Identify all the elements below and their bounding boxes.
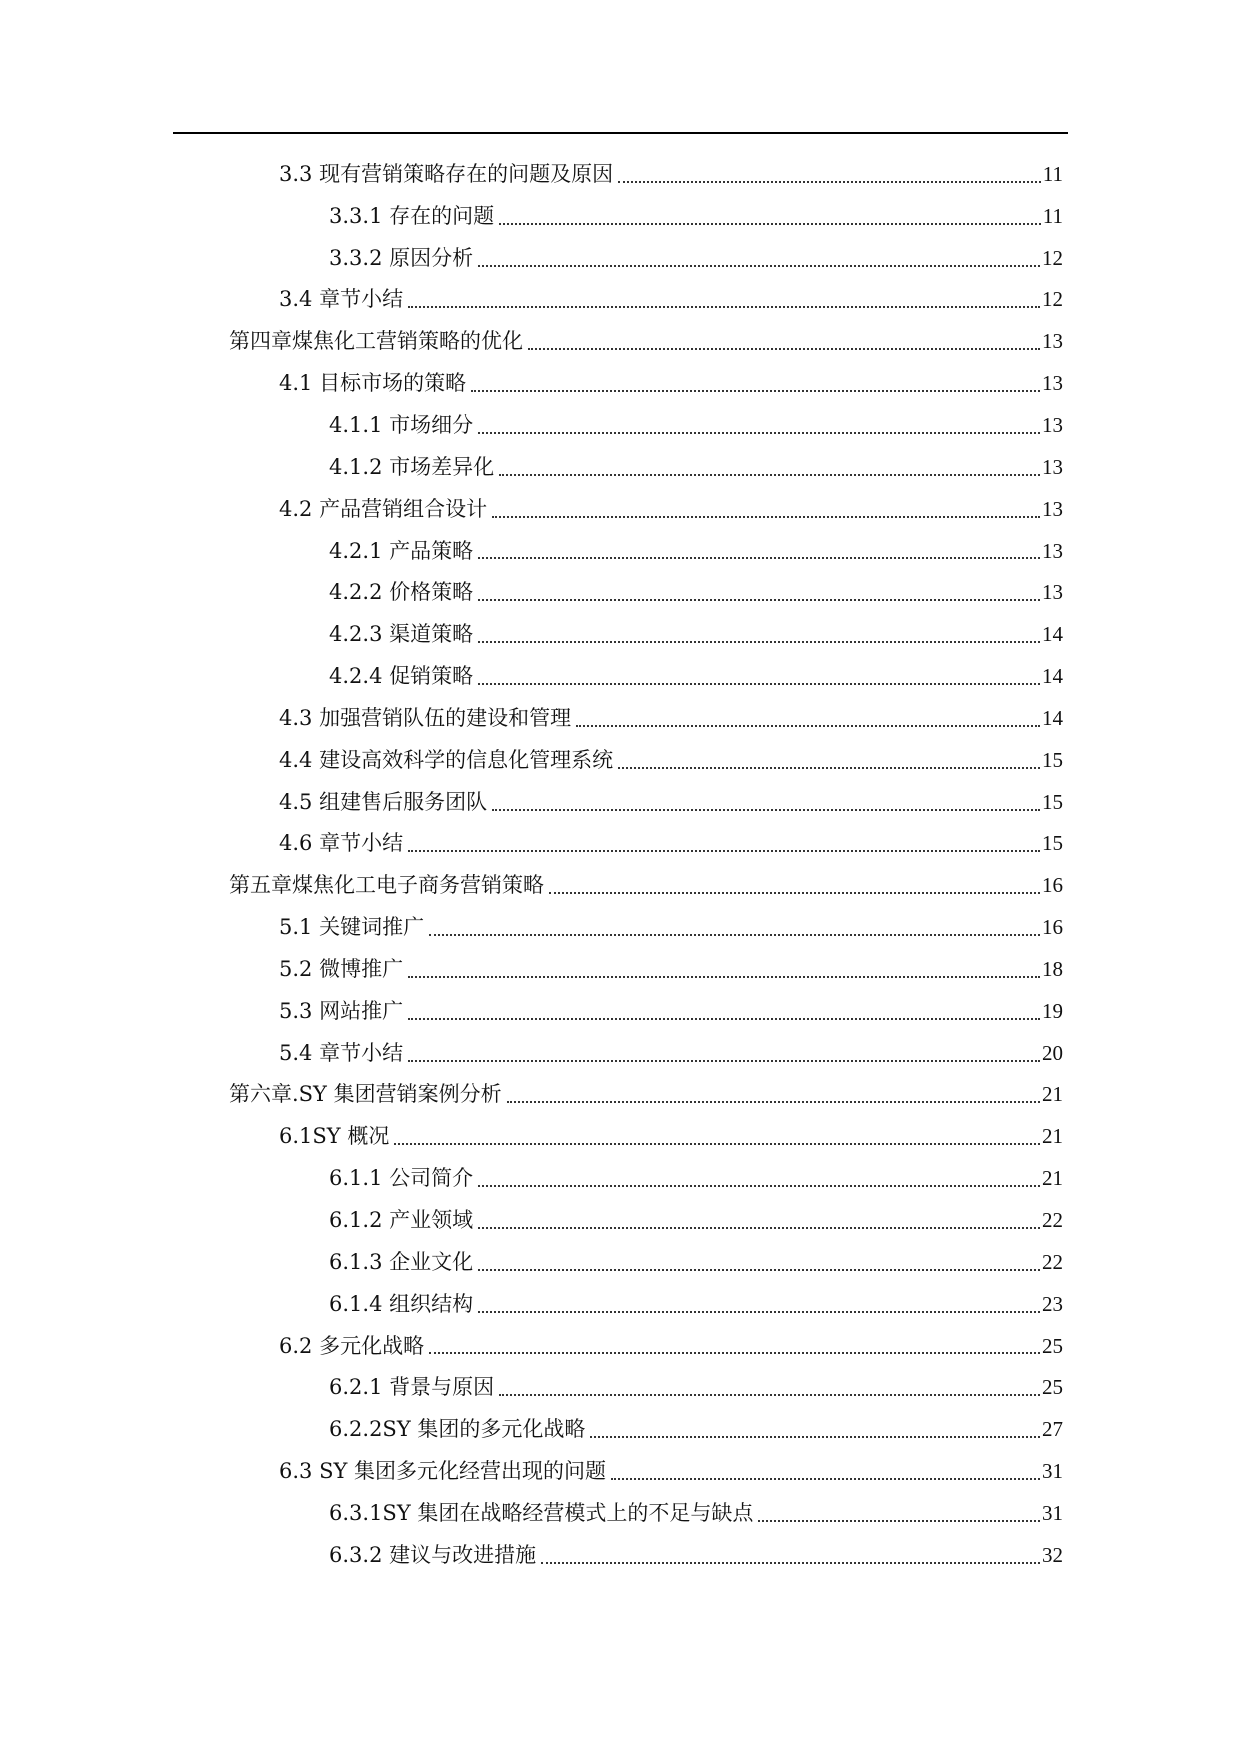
toc-entry[interactable] (0, 1366, 1241, 1408)
toc-entry-title: 6.3 SY 集团多元化经营出现的问题 (279, 1459, 606, 1484)
toc-dot-leader (618, 181, 1041, 183)
toc-entry[interactable] (0, 823, 1241, 865)
toc-entry[interactable] (0, 571, 1241, 613)
toc-dot-leader (408, 1018, 1040, 1020)
toc-dot-leader (478, 432, 1040, 434)
toc-entry[interactable] (0, 1115, 1241, 1157)
toc-entry-title: 4.2 产品营销组合设计 (279, 496, 488, 521)
toc-entry[interactable] (0, 990, 1241, 1032)
toc-entry[interactable] (0, 1157, 1241, 1199)
toc-entry-title: 4.2.2 价格策略 (329, 580, 474, 605)
toc-entry-title: 6.1.2 产业领域 (329, 1208, 474, 1233)
toc-entry-title: 4.1.1 市场细分 (329, 412, 474, 437)
toc-entry-page: 12 (1042, 245, 1063, 270)
toc-entry-title: 4.6 章节小结 (279, 831, 404, 856)
toc-entry-title: 第五章煤焦化工电子商务营销策略 (229, 873, 544, 898)
toc-entry-title: 6.1.4 组织结构 (329, 1291, 474, 1316)
toc-entry[interactable] (0, 446, 1241, 488)
toc-dot-leader (478, 1185, 1040, 1187)
toc-entry-page: 25 (1042, 1333, 1063, 1358)
toc-dot-leader (429, 1352, 1040, 1354)
toc-entry-page: 13 (1042, 329, 1063, 354)
toc-dot-leader (499, 223, 1041, 225)
toc-dot-leader (541, 1562, 1040, 1564)
toc-dot-leader (528, 348, 1040, 350)
toc-entry[interactable] (0, 1032, 1241, 1074)
toc-entry[interactable] (0, 195, 1241, 237)
toc-entry-title: 3.3.1 存在的问题 (329, 203, 495, 228)
toc-entry[interactable] (0, 948, 1241, 990)
toc-entry-page: 15 (1042, 789, 1063, 814)
toc-dot-leader (478, 557, 1040, 559)
toc-dot-leader (590, 1436, 1040, 1438)
toc-entry-page: 22 (1042, 1249, 1063, 1274)
toc-entry-page: 11 (1042, 161, 1063, 186)
toc-entry[interactable] (0, 1074, 1241, 1116)
toc-dot-leader (478, 1227, 1040, 1229)
toc-dot-leader (408, 850, 1040, 852)
toc-entry-page: 15 (1042, 747, 1063, 772)
toc-dot-leader (549, 892, 1040, 894)
toc-dot-leader (499, 474, 1040, 476)
toc-entry[interactable] (0, 530, 1241, 572)
toc-entry[interactable] (0, 1492, 1241, 1534)
toc-dot-leader (429, 934, 1040, 936)
toc-entry-page: 14 (1042, 664, 1063, 689)
toc-entry-page: 13 (1042, 580, 1063, 605)
toc-entry-page: 27 (1042, 1417, 1063, 1442)
toc-dot-leader (478, 1269, 1040, 1271)
toc-entry[interactable] (0, 362, 1241, 404)
toc-entry[interactable] (0, 864, 1241, 906)
toc-entry-page: 14 (1042, 705, 1063, 730)
toc-entry[interactable] (0, 739, 1241, 781)
toc-entry-title: 6.1SY 概况 (279, 1124, 390, 1149)
toc-entry-title: 4.2.3 渠道策略 (329, 622, 474, 647)
toc-entry-title: 5.2 微博推广 (279, 956, 404, 981)
toc-entry-title: 6.1.1 公司简介 (329, 1166, 474, 1191)
toc-entry-page: 21 (1042, 1082, 1063, 1107)
toc-dot-leader (499, 1394, 1040, 1396)
toc-entry-page: 11 (1042, 203, 1063, 228)
table-of-contents (0, 153, 1241, 1576)
toc-entry[interactable] (0, 1241, 1241, 1283)
toc-entry-page: 21 (1042, 1124, 1063, 1149)
toc-entry-page: 32 (1042, 1542, 1063, 1567)
toc-entry-title: 3.4 章节小结 (279, 287, 404, 312)
toc-entry-page: 13 (1042, 371, 1063, 396)
toc-entry-page: 13 (1042, 538, 1063, 563)
toc-entry-page: 31 (1042, 1500, 1063, 1525)
toc-entry-title: 第六章.SY 集团营销案例分析 (229, 1082, 502, 1107)
toc-entry-title: 4.2.1 产品策略 (329, 538, 474, 563)
toc-entry-page: 22 (1042, 1208, 1063, 1233)
toc-entry-page: 16 (1042, 915, 1063, 940)
toc-entry-title: 3.3.2 原因分析 (329, 245, 474, 270)
toc-dot-leader (478, 683, 1040, 685)
toc-entry-title: 6.2 多元化战略 (279, 1333, 425, 1358)
toc-entry[interactable] (0, 237, 1241, 279)
header-rule (173, 132, 1068, 134)
toc-entry-title: 4.1.2 市场差异化 (329, 454, 495, 479)
toc-entry-title: 6.3.2 建议与改进措施 (329, 1542, 537, 1567)
toc-entry-title: 6.3.1SY 集团在战略经营模式上的不足与缺点 (329, 1500, 754, 1525)
toc-entry[interactable] (0, 655, 1241, 697)
toc-entry-title: 4.3 加强营销队伍的建设和管理 (279, 705, 572, 730)
toc-dot-leader (478, 599, 1040, 601)
toc-entry-title: 6.1.3 企业文化 (329, 1249, 474, 1274)
toc-dot-leader (478, 265, 1040, 267)
toc-entry-title: 4.1 目标市场的策略 (279, 371, 467, 396)
toc-entry[interactable] (0, 1408, 1241, 1450)
toc-entry-page: 13 (1042, 454, 1063, 479)
toc-entry[interactable] (0, 279, 1241, 321)
toc-entry-page: 15 (1042, 831, 1063, 856)
toc-entry-title: 4.4 建设高效科学的信息化管理系统 (279, 747, 614, 772)
toc-entry-page: 12 (1042, 287, 1063, 312)
toc-dot-leader (471, 390, 1040, 392)
toc-dot-leader (758, 1520, 1040, 1522)
toc-entry[interactable] (0, 613, 1241, 655)
toc-dot-leader (492, 516, 1040, 518)
toc-entry-title: 5.1 关键词推广 (279, 915, 425, 940)
toc-entry-page: 13 (1042, 412, 1063, 437)
toc-dot-leader (408, 306, 1040, 308)
toc-entry[interactable] (0, 781, 1241, 823)
toc-entry-page: 19 (1042, 998, 1063, 1023)
toc-entry-page: 13 (1042, 496, 1063, 521)
toc-entry-title: 4.2.4 促销策略 (329, 664, 474, 689)
toc-entry[interactable] (0, 404, 1241, 446)
toc-entry[interactable] (0, 906, 1241, 948)
toc-dot-leader (408, 976, 1040, 978)
toc-entry-title: 3.3 现有营销策略存在的问题及原因 (279, 161, 614, 186)
toc-entry[interactable] (0, 1534, 1241, 1576)
toc-entry[interactable] (0, 1283, 1241, 1325)
toc-entry-title: 4.5 组建售后服务团队 (279, 789, 488, 814)
toc-entry-title: 第四章煤焦化工营销策略的优化 (229, 329, 523, 354)
toc-entry-page: 16 (1042, 873, 1063, 898)
toc-dot-leader (576, 725, 1040, 727)
toc-entry[interactable] (0, 488, 1241, 530)
toc-entry-title: 6.2.2SY 集团的多元化战略 (329, 1417, 586, 1442)
toc-dot-leader (478, 641, 1040, 643)
toc-dot-leader (507, 1101, 1040, 1103)
toc-dot-leader (492, 809, 1040, 811)
toc-dot-leader (618, 767, 1040, 769)
toc-entry-title: 5.4 章节小结 (279, 1040, 404, 1065)
toc-entry[interactable] (0, 1450, 1241, 1492)
toc-entry[interactable] (0, 1199, 1241, 1241)
toc-entry[interactable] (0, 320, 1241, 362)
toc-dot-leader (478, 1311, 1040, 1313)
toc-entry-page: 20 (1042, 1040, 1063, 1065)
toc-entry-page: 25 (1042, 1375, 1063, 1400)
toc-entry-title: 5.3 网站推广 (279, 998, 404, 1023)
toc-dot-leader (408, 1060, 1040, 1062)
toc-entry[interactable] (0, 153, 1241, 195)
toc-entry-page: 23 (1042, 1291, 1063, 1316)
toc-entry-page: 21 (1042, 1166, 1063, 1191)
toc-entry[interactable] (0, 697, 1241, 739)
toc-entry-page: 31 (1042, 1459, 1063, 1484)
toc-entry[interactable] (0, 1325, 1241, 1367)
toc-entry-page: 18 (1042, 956, 1063, 981)
toc-entry-page: 14 (1042, 622, 1063, 647)
toc-dot-leader (394, 1143, 1040, 1145)
toc-dot-leader (611, 1478, 1040, 1480)
toc-entry-title: 6.2.1 背景与原因 (329, 1375, 495, 1400)
